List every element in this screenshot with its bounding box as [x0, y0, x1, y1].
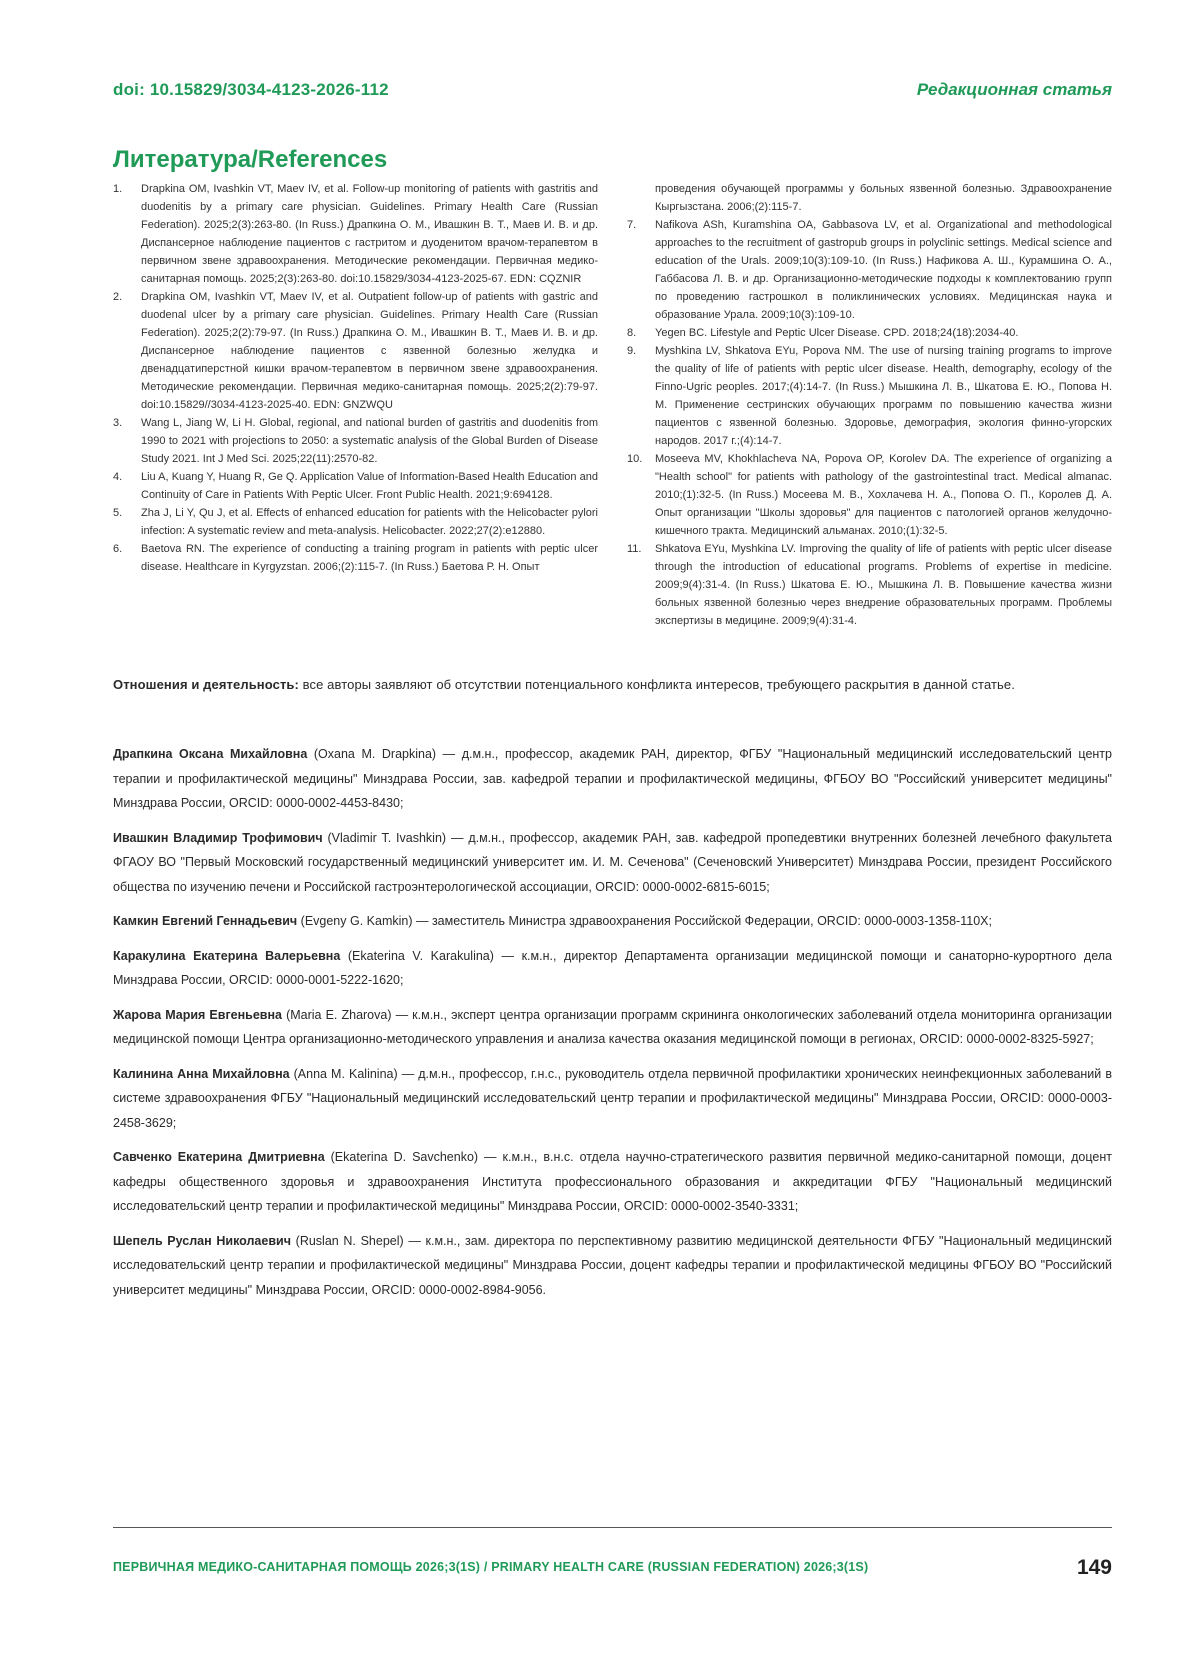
reference-number: 4.: [113, 471, 123, 483]
author-entry: [113, 944, 1112, 993]
reference-item: [113, 504, 598, 540]
author-name: Камкин Евгений Геннадьевич: [113, 914, 298, 928]
reference-text: Drapkina OM, Ivashkin VT, Maev IV, et al. Outpatient follow-up of patients with gastric and duodenal ulcer by a primary care physician. Guidelines. Primary Health Care (Russian Federation). 2025;2(2):79-97. (In Russ.) Драпкина О. М., Ивашкин В. Т., Маев И. В. и др. Диспансерное наблюдение пациентов с язвенной болезнью желудка и двенадцатиперстной кишки врачом-терапевтом в первичном звене здравоохранения. Методические рекомендации. Первичная медико-санитарная помощь. 2025;2(2):79-97. doi:10.15829//3034-4123-2025-40. EDN: GNZWQU: [141, 291, 598, 411]
reference-text: Myshkina LV, Shkatova EYu, Popova NM. The use of nursing training programs to improve the quality of life of patients with peptic ulcer disease. Health, demography, ecology of the Finno-Ugric peoples. 2017;(4):14-7. (In Russ.) Мышкина Л. В., Шкатова Е. Ю., Попова Н. М. Применение сестринских обучающих программ по повышению качества жизни пациентов с язвенной болезнью. Здоровье, демография, экология финно-угорских народов. 2017 г.;(4):14-7.: [655, 345, 1112, 447]
author-name: Драпкина Оксана Михайловна: [113, 747, 308, 761]
author-details: (Vladimir T. Ivashkin) — д.м.н., профессор, академик РАН, зав. кафедрой пропедевтики внутренних болезней лечебного факультета ФГАОУ ВО "Первый Московский государственный медицинский университет им. И. М. Сеченова" (Сеченовский Университет) Минздрава России, президент Российского общества по изучению печени и Российской гастроэнтерологической ассоциации, ORCID: 0000-0002-6815-6015;: [113, 830, 1113, 894]
reference-number: 10.: [627, 453, 643, 465]
page-footer: [113, 1556, 1112, 1582]
references-title: Литература/References: [113, 146, 388, 173]
reference-item: [627, 324, 1112, 342]
reference-text: Drapkina OM, Ivashkin VT, Maev IV, et al. Follow-up monitoring of patients with gastritis and duodenitis by a primary care physician. Guidelines. Primary Health Care (Russian Federation). 2025;2(3):263-80. (In Russ.) Драпкина О. М., Ивашкин В. Т., Маев И. В. и др. Диспансерное наблюдение пациентов с гастритом и дуоденитом врачом-терапевтом в первичном звене здравоохранения. Методические рекомендации. Первичная медико-санитарная помощь. 2025;2(3):263-80. doi:10.15829/3034-4123-2025-67. EDN: CQZNIR: [141, 183, 598, 285]
author-details: (Ruslan N. Shepel) — к.м.н., зам. директора по перспективному развитию медицинской деятельности ФГБУ "Национальный медицинский исследовательский центр терапии и профилактической медицины" Минздрава России, доцент кафедры терапии и профилактической медицины ФГБОУ ВО "Российский университет медицины" Минздрава России, ORCID: 0000-0002-8984-9056.: [113, 1233, 1113, 1297]
author-entry: [113, 826, 1112, 900]
reference-number: 8.: [627, 327, 637, 339]
author-name: Шепель Руслан Николаевич: [113, 1233, 291, 1248]
reference-item: [627, 540, 1112, 630]
reference-text: Shkatova EYu, Myshkina LV. Improving the quality of life of patients with peptic ulcer disease through the introduction of educational programs. Problems of expertise in medicine. 2009;9(4):31-4. (In Russ.) Шкатова Е. Ю., Мышкина Л. В. Повышение качества жизни больных язвенной болезнью через внедрение образовательных программ. Проблемы экспертизы в медицине. 2009;9(4):31-4.: [655, 543, 1112, 627]
reference-number: 9.: [627, 345, 637, 357]
reference-number: 1.: [113, 183, 123, 195]
reference-item: [113, 540, 598, 576]
reference-number: 2.: [113, 291, 123, 303]
author-entry: [113, 742, 1112, 816]
footer-divider: [113, 1527, 1112, 1528]
author-list: [113, 742, 1112, 1312]
author-details: (Evgeny G. Kamkin) — заместитель Министра здравоохранения Российской Федерации, ORCID: 0000-0003-1358-110X;: [300, 914, 992, 928]
author-details: (Oxana M. Drapkina) — д.м.н., профессор, академик РАН, директор, ФГБУ "Национальный медицинский исследовательский центр терапии и профилактической медицины" Минздрава России, зав. кафедрой терапии и профилактической медицины, ФГБОУ ВО "Российский университет медицины" Минздрава России, ORCID: 0000-0002-4453-8430;: [113, 747, 1112, 810]
reference-item: [627, 450, 1112, 540]
reference-text: Moseeva MV, Khokhlacheva NA, Popova OP, Korolev DA. The experience of organizing a "Health school" for patients with pathology of the gastrointestinal tract. Medical almanac. 2010;(1):32-5. (In Russ.) Мосеева М. В., Хохлачева Н. А., Попова О. П., Королев Д. А. Опыт организации "Школы здоровья" для пациентов с патологией органов желудочно-кишечного тракта. Медицинский альманах. 2010;(1):32-5.: [655, 453, 1112, 537]
doi-link[interactable]: doi: 10.15829/3034-4123-2026-112: [113, 80, 389, 99]
reference-text: проведения обучающей программы у больных язвенной болезнью. Здравоохранение Кыргызстана. 2006;(2):115-7.: [655, 183, 1112, 213]
author-entry: [113, 1145, 1112, 1219]
conflict-of-interest: [113, 676, 1112, 693]
conflict-label: Отношения и деятельность:: [113, 677, 299, 692]
references-column-right: [627, 180, 1112, 630]
author-name: Савченко Екатерина Дмитриевна: [113, 1150, 325, 1164]
reference-text: Yegen BC. Lifestyle and Peptic Ulcer Disease. CPD. 2018;24(18):2034-40.: [655, 327, 1019, 339]
reference-item: [113, 468, 598, 504]
reference-item: [113, 180, 598, 288]
reference-text: Liu A, Kuang Y, Huang R, Ge Q. Application Value of Information-Based Health Education and Continuity of Care in Patients With Peptic Ulcer. Front Public Health. 2021;9:694128.: [141, 471, 598, 501]
author-entry: [113, 1062, 1112, 1136]
reference-number: 5.: [113, 507, 123, 519]
author-details: (Anna M. Kalinina) — д.м.н., профессор, г.н.с., руководитель отдела первичной профилактики хронических неинфекционных заболеваний в системе здравоохранения ФГБУ "Национальный медицинский исследовательский центр терапии и профилактической медицины" Минздрава России, ORCID: 0000-0003-2458-3629;: [113, 1066, 1112, 1130]
reference-text: Nafikova ASh, Kuramshina OA, Gabbasova LV, et al. Organizational and methodological approaches to the recruitment of gastropub groups in polyclinic settings. Medical science and education of the Urals. 2009;10(3):109-10. (In Russ.) Нафикова А. Ш., Курамшина О. А., Габбасова Л. В. и др. Организационно-методические подходы к комплектованию групп по проведению гастрошкол в поликлинических условиях. Медицинская наука и образование Урала. 2009;10(3):109-10.: [655, 219, 1112, 321]
reference-item: [113, 288, 598, 414]
reference-continuation: [627, 180, 1112, 216]
journal-name: ПЕРВИЧНАЯ МЕДИКО-САНИТАРНАЯ ПОМОЩЬ 2026;3(1S) / PRIMARY HEALTH CARE (RUSSIAN FEDERATION) 2026;3(1S): [113, 1560, 869, 1574]
author-name: Каракулина Екатерина Валерьевна: [113, 948, 341, 963]
section-label: Редакционная статья: [916, 80, 1112, 99]
author-name: Ивашкин Владимир Трофимович: [113, 830, 323, 845]
references-column-left: [113, 180, 598, 576]
author-entry: [113, 909, 1112, 934]
reference-item: [627, 342, 1112, 450]
reference-number: 6.: [113, 543, 123, 555]
reference-item: [113, 414, 598, 468]
reference-text: Wang L, Jiang W, Li H. Global, regional, and national burden of gastritis and duodenitis from 1990 to 2021 with projections to 2050: a systematic analysis of the Global Burden of Disease Study 2021. Int J Med Sci. 2025;22(11):2570-82.: [141, 417, 598, 465]
reference-number: 7.: [627, 219, 637, 231]
reference-text: Baetova RN. The experience of conducting a training program in patients with peptic ulcer disease. Healthcare in Kyrgyzstan. 2006;(2):115-7. (In Russ.) Баетова Р. Н. Опыт: [141, 543, 598, 573]
author-entry: [113, 1003, 1112, 1052]
author-details: (Ekaterina V. Karakulina) — к.м.н., директор Департамента организации медицинской помощи и санаторно-курортного дела Минздрава России, ORCID: 0000-0001-5222-1620;: [113, 948, 1112, 987]
reference-number: 3.: [113, 417, 123, 429]
author-details: (Maria E. Zharova) — к.м.н., эксперт центра организации программ скрининга онкологических заболеваний отдела мониторинга организации медицинской помощи Центра организационно-методического управления и анализа качества оказания медицинской помощи в регионах, ORCID: 0000-0002-8325-5927;: [113, 1007, 1113, 1046]
author-entry: [113, 1229, 1112, 1303]
reference-item: [627, 216, 1112, 324]
reference-text: Zha J, Li Y, Qu J, et al. Effects of enhanced education for patients with the Helicobacter pylori infection: A systematic review and meta-analysis. Helicobacter. 2022;27(2):e12880.: [141, 507, 598, 537]
page-header: [113, 80, 1112, 104]
page-number: 149: [1076, 1556, 1112, 1579]
reference-number: 11.: [627, 543, 642, 555]
author-details: (Ekaterina D. Savchenko) — к.м.н., в.н.с. отдела научно-стратегического развития первичной медико-санитарной помощи, доцент кафедры общественного здоровья и здравоохранения Института профессионального образования и аккредитации ФГБУ "Национальный медицинский исследовательский центр терапии и профилактической медицины" Минздрава России, ORCID: 0000-0002-3540-3331;: [113, 1150, 1112, 1213]
author-name: Калинина Анна Михайловна: [113, 1066, 290, 1081]
author-name: Жарова Мария Евгеньевна: [113, 1007, 282, 1022]
conflict-text: все авторы заявляют об отсутствии потенциального конфликта интересов, требующего раскрытия в данной статье.: [302, 677, 1015, 692]
